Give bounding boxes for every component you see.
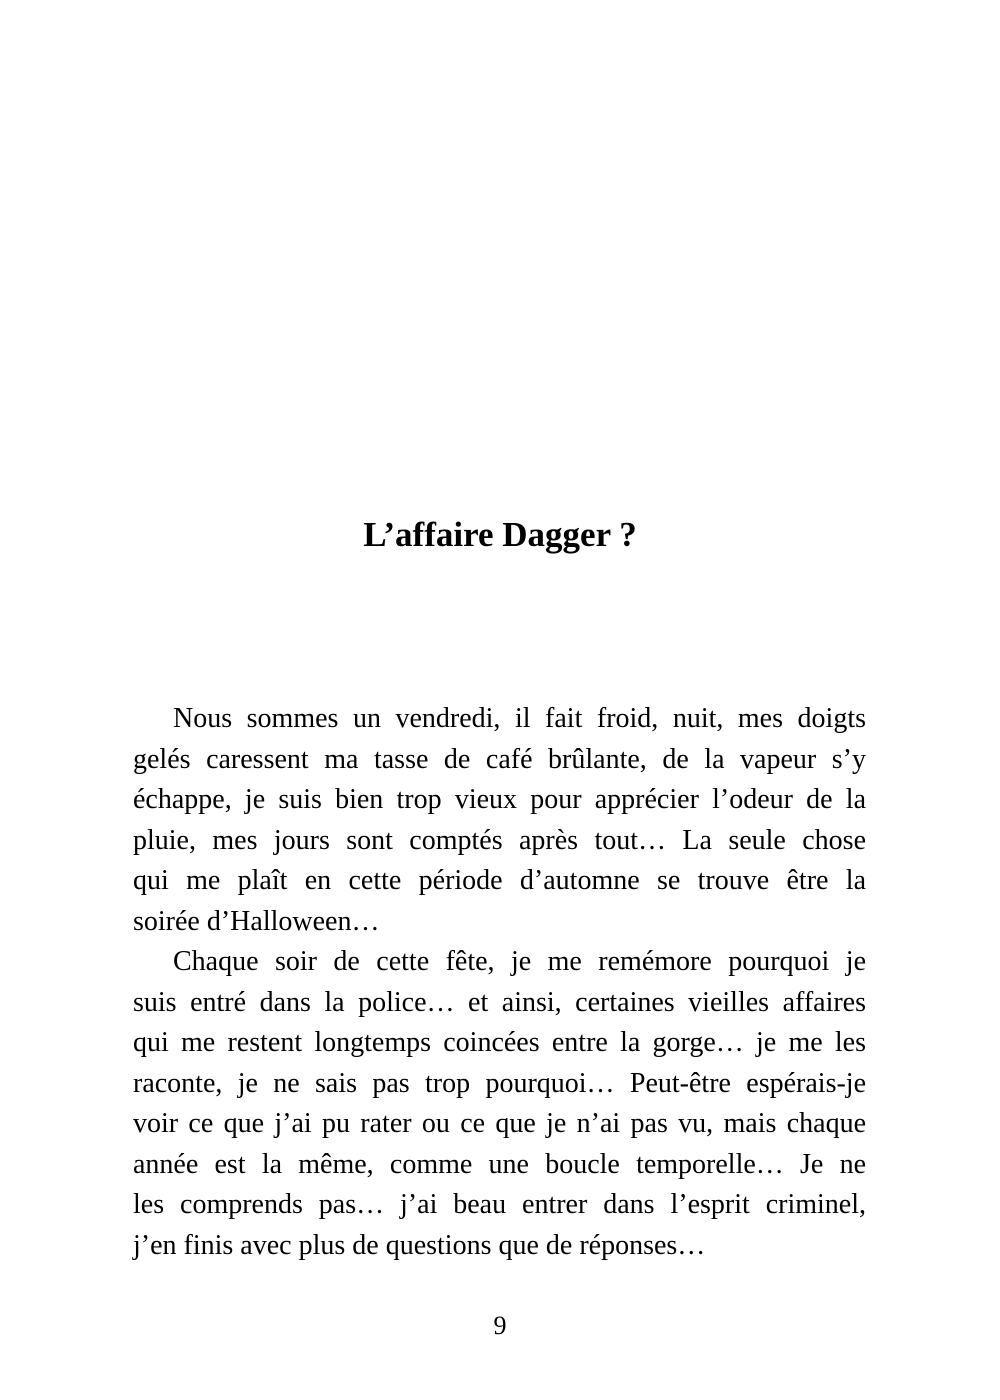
text-line: voir ce que j’ai pu rater ou ce que je n’ai pas vu, mais chaque <box>133 1108 866 1139</box>
text-line: j’en finis avec plus de questions que de réponses… <box>133 1229 706 1261</box>
text-line: Chaque soir de cette fête, je me remémore pourquoi je <box>173 946 866 977</box>
text-line: raconte, je ne sais pas trop pourquoi… Peut-être espérais-je <box>133 1067 866 1099</box>
text-line: Nous sommes un vendredi, il fait froid, nuit, mes doigts <box>173 703 866 734</box>
text-line: qui me restent longtemps coincées entre la gorge… je me les <box>133 1027 866 1058</box>
text-line: pluie, mes jours sont comptés après tout… La seule chose <box>133 824 866 856</box>
text-line: les comprends pas… j’ai beau entrer dans l’esprit criminel, <box>133 1189 866 1220</box>
paragraph-1 <box>133 699 866 942</box>
text-line: année est la même, comme une boucle temporelle… Je ne <box>133 1148 866 1180</box>
text-line: soirée d’Halloween… <box>133 905 380 937</box>
text-line: suis entré dans la police… et ainsi, certaines vieilles affaires <box>133 986 866 1018</box>
text-line: gelés caressent ma tasse de café brûlante, de la vapeur s’y <box>133 743 866 775</box>
text-line: qui me plaît en cette période d’automne se trouve être la <box>133 865 866 896</box>
paragraph-2 <box>133 942 866 1266</box>
page-number: 9 <box>493 1311 507 1340</box>
text-line: échappe, je suis bien trop vieux pour apprécier l’odeur de la <box>133 784 866 815</box>
chapter-title: L’affaire Dagger ? <box>363 515 637 554</box>
body-text <box>133 699 866 1266</box>
